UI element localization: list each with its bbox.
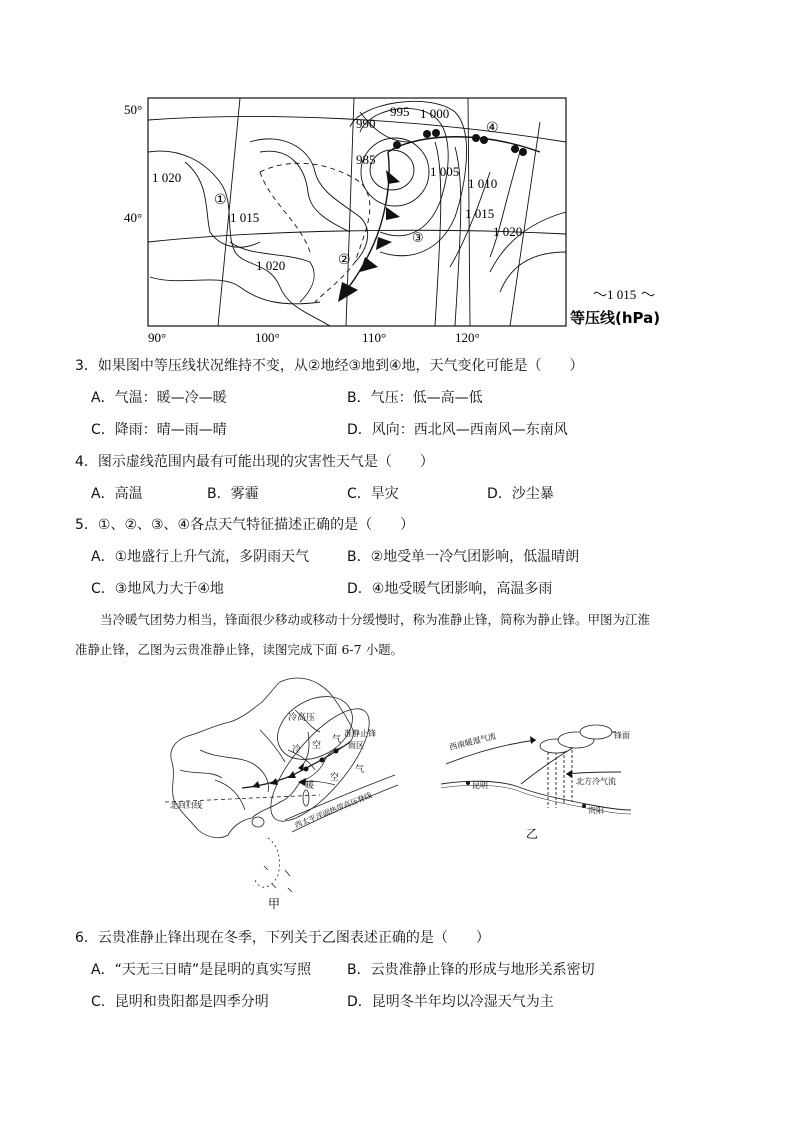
isobar-label: 1 000 xyxy=(420,106,450,121)
map-yi-label-warm-flow: 西南暖湿气流 xyxy=(448,731,498,752)
question-3-option-d[interactable]: D．风向：西北风—西南风—东南风 xyxy=(347,422,568,438)
lat-label-50: 50° xyxy=(124,102,143,117)
map-yi-label-guiyang: 贵阳 xyxy=(588,806,604,815)
point-label-1: ① xyxy=(214,192,227,208)
question-3-stem: 3．如果图中等压线状况维持不变，从②地经③地到④地，天气变化可能是（ ） xyxy=(75,358,584,374)
question-3-option-b[interactable]: B．气压：低—高—低 xyxy=(347,390,483,406)
point-label-2: ② xyxy=(338,252,351,268)
isobar-label: 995 xyxy=(390,104,410,119)
legend-label: 等压线(hPa) xyxy=(570,309,661,327)
question-5-option-c[interactable]: C．③地风力大于④地 xyxy=(91,581,224,597)
point-label-3: ③ xyxy=(412,231,424,246)
yungui-front-section xyxy=(436,712,636,842)
isobar-label: 1 020 xyxy=(152,170,182,185)
isobar-label: 1 015 xyxy=(230,210,260,225)
lon-label-110: 110° xyxy=(362,330,387,342)
lon-label-100: 100° xyxy=(255,330,280,342)
map-yi-label-cold-flow: 北方冷气流 xyxy=(576,777,616,786)
map-yi-caption: 乙 xyxy=(526,827,539,841)
question-6-option-c[interactable]: C．昆明和贵阳都是四季分明 xyxy=(91,994,269,1010)
question-6-option-a[interactable]: A．“天无三日晴”是昆明的真实写照 xyxy=(91,962,312,978)
question-4-option-a[interactable]: A．高温 xyxy=(91,486,143,502)
isobar-label: 1 010 xyxy=(468,176,498,191)
map-yi-label-kunming: 昆明 xyxy=(472,781,488,790)
question-6-option-d[interactable]: D．昆明冬半年均以冷湿天气为主 xyxy=(347,994,554,1010)
map-jia-label-qi2: 气 xyxy=(355,765,365,775)
map-jia-label-cold: 冷 xyxy=(292,745,302,755)
map-jia-label-cold-high: 冷高压 xyxy=(288,713,316,723)
isobar-label: 1 020 xyxy=(493,224,523,239)
map-jia-label-air2: 空 xyxy=(330,773,340,783)
question-4-option-c[interactable]: C．旱灾 xyxy=(347,486,399,502)
lon-label-120: 120° xyxy=(455,330,480,342)
question-6-option-b[interactable]: B．云贵准静止锋的形成与地形关系密切 xyxy=(347,962,595,978)
point-label-4: ④ xyxy=(486,120,499,136)
question-5-option-d[interactable]: D．④地受暖气团影响，高温多雨 xyxy=(347,581,553,597)
question-3-option-a[interactable]: A．气温：暖—冷—暖 xyxy=(91,390,227,406)
intro-line-2: 准静止锋，乙图为云贵准静止锋，读图完成下面 6-7 小题。 xyxy=(75,642,404,657)
question-3-option-c[interactable]: C．降雨：晴—雨—晴 xyxy=(91,422,227,438)
isobar-label: 1 020 xyxy=(256,258,286,273)
lon-label-90: 90° xyxy=(148,330,167,342)
map-yi-label-front: 锋面 xyxy=(614,731,630,740)
question-4-stem: 4．图示虚线范围内最有可能出现的灾害性天气是（ ） xyxy=(75,454,434,470)
question-6-stem: 6．云贵准静止锋出现在冬季，下列关于乙图表述正确的是（ ） xyxy=(75,930,490,946)
map-jia-label-front: 准静止锋 xyxy=(344,729,376,738)
map-jia-label-tropic: 北回归线 xyxy=(170,801,202,810)
isobar-label: 985 xyxy=(356,152,376,167)
map-jia-label-rain: 雨区 xyxy=(348,741,364,750)
map-jia-label-warm: 暖 xyxy=(305,781,315,791)
intro-line-1: 当冷暖气团势力相当，锋面很少移动或移动十分缓慢时，称为准静止锋，简称为静止锋。甲图为江淮 xyxy=(100,612,651,627)
question-5-stem: 5．①、②、③、④各点天气特征描述正确的是（ ） xyxy=(75,517,415,533)
question-5-option-b[interactable]: B．②地受单一冷气团影响，低温晴朗 xyxy=(347,549,580,565)
map-jia-caption: 甲 xyxy=(268,897,281,910)
question-4-option-d[interactable]: D．沙尘暴 xyxy=(487,486,554,502)
question-5-option-a[interactable]: A．①地盛行上升气流，多阴雨天气 xyxy=(91,549,310,565)
map-jia-label-air1: 空 xyxy=(312,741,322,751)
isobar-map xyxy=(110,92,690,342)
isobar-label: 990 xyxy=(356,116,376,131)
legend-value: 1 015 xyxy=(607,287,637,302)
map-jia-label-ridge: 西太平洋副热带高压脊线 xyxy=(293,790,374,830)
question-4-option-b[interactable]: B．雾霾 xyxy=(207,486,259,502)
isobar-label: 1 015 xyxy=(465,206,495,221)
isobar-label: 1 005 xyxy=(430,164,460,179)
map-jia-label-qi1: 气 xyxy=(332,735,342,745)
lat-label-40: 40° xyxy=(124,210,143,225)
jianghuai-front-map xyxy=(160,670,420,910)
